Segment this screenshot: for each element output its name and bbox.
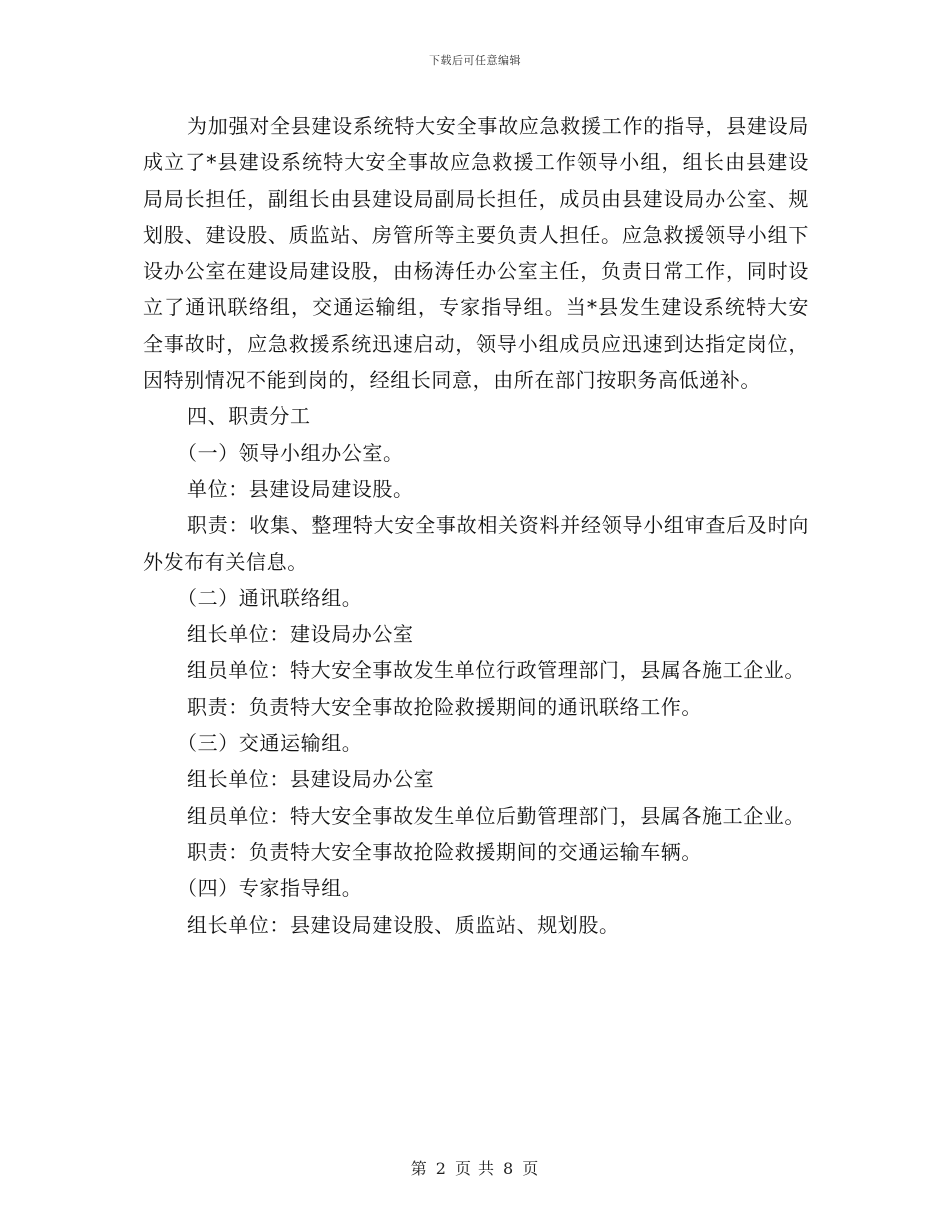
section-heading: 四、职责分工 [187, 404, 311, 429]
paragraph: 组员单位：特大安全事故发生单位行政管理部门，县属各施工企业。 [187, 658, 805, 683]
paragraph: 职责：收集、整理特大安全事故相关资料并经领导小组审查后及时向外发布有关信息。 [143, 513, 809, 574]
subsection-heading: （三）交通运输组。 [177, 731, 363, 756]
page-footer [0, 1156, 950, 1179]
paragraph: 组员单位：特大安全事故发生单位后勤管理部门，县属各施工企业。 [187, 803, 805, 828]
paragraph: 组长单位：县建设局建设股、质监站、规划股。 [187, 912, 620, 937]
page-header: 下载后可任意编辑 [429, 54, 521, 67]
page-current: 2 [435, 1159, 447, 1178]
paragraph: 职责：负责特大安全事故抢险救援期间的交通运输车辆。 [187, 839, 702, 864]
page-total: 8 [503, 1159, 515, 1178]
paragraph: 组长单位：建设局办公室 [187, 622, 414, 647]
paragraph: 单位：县建设局建设股。 [187, 476, 414, 501]
subsection-heading: （四）专家指导组。 [177, 876, 363, 901]
paragraph: 组长单位：县建设局办公室 [187, 767, 435, 792]
page-middle: 页 共 [454, 1159, 496, 1178]
paragraph-intro: 为加强对全县建设系统特大安全事故应急救援工作的指导，县建设局成立了*县建设系统特大安全事故应急救援工作领导小组，组长由县建设局局长担任，副组长由县建设局副局长担任，成员由县建设局办公室、规划股、建设股、质监站、房管所等主要负责人担任。应急救援领导小组下设办公室在建设局建设股，由杨涛任办公室主任，负责日常工作，同时设立了通讯联络组，交通运输组，专家指导组。当*县发生建设系统特大安全事故时，应急救援系统迅速启动，领导小组成员应迅速到达指定岗位，因特别情况不能到岗的，经组长同意，由所在部门按职务高低递补。 [143, 114, 809, 393]
paragraph: 职责：负责特大安全事故抢险救援期间的通讯联络工作。 [187, 694, 702, 719]
page-prefix: 第 [410, 1159, 428, 1178]
subsection-heading: （二）通讯联络组。 [177, 585, 363, 610]
subsection-heading: （一）领导小组办公室。 [177, 440, 404, 465]
page-suffix: 页 [522, 1159, 540, 1178]
document-body [143, 108, 809, 943]
